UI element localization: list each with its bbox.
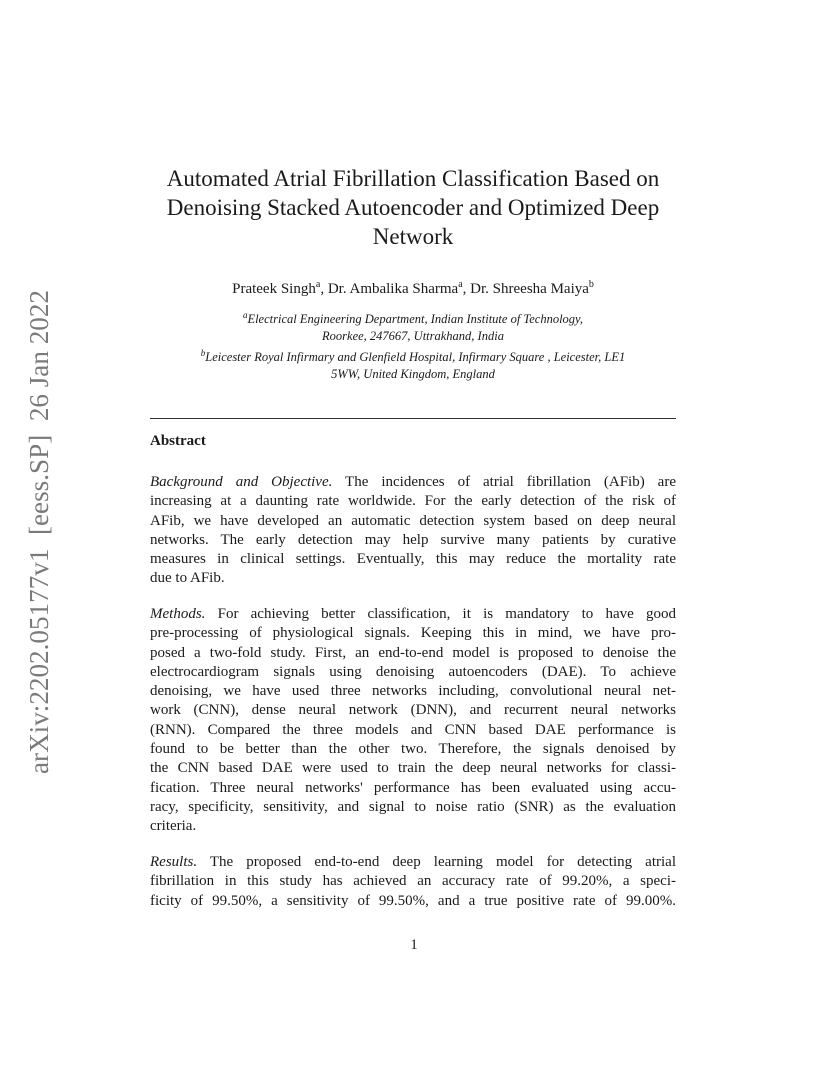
paragraph-line: (RNN). Compared the three models and CNN based DAE performance is <box>150 721 676 738</box>
paragraph-line: AFib, we have developed an automatic detection system based on deep neural <box>150 512 676 529</box>
author-affil-mark: b <box>588 279 594 290</box>
abstract-methods-paragraph <box>150 605 676 837</box>
affiliation-mark: a <box>242 310 248 320</box>
paragraph-line: posed a two-fold study. First, an end-to-end model is proposed to denoise the <box>150 644 676 661</box>
affiliation-a-line1: $^a$Electrical Engineering Department, Indian Institute of Technology, <box>242 310 584 327</box>
paragraph-line: work (CNN), dense neural network (DNN), and recurrent neural networks <box>150 702 676 719</box>
author-affil-mark: a <box>458 279 463 290</box>
paper-title <box>150 164 676 251</box>
paragraph-line: the CNN based DAE were used to train the deep neural networks for classi- <box>150 760 676 777</box>
paragraph-line: pre-processing of physiological signals. Keeping this in mind, we have pro- <box>150 625 676 642</box>
paragraph-line: denoising, we have used three networks including, convolutional neural net- <box>150 683 676 700</box>
paragraph-line: fibrillation in this study has achieved an accuracy rate of 99.20%, a speci- <box>150 873 676 890</box>
paragraph-line: ficity of 99.50%, a sensitivity of 99.50%, and a true positive rate of 99.00%. <box>150 892 676 909</box>
paragraph-line: racy, specificity, sensitivity, and signal to noise ratio (SNR) as the evaluation <box>150 798 676 815</box>
arxiv-side-stamp-text: arXiv:2202.05177v1 [eess.SP] 26 Jan 2022 <box>24 292 54 774</box>
abstract-results-paragraph <box>150 853 676 911</box>
abstract-background-paragraph <box>150 473 676 589</box>
author-name: Dr. Shreesha Maiya <box>470 281 589 297</box>
results-label: Results. <box>150 854 198 870</box>
arxiv-side-stamp-svg <box>18 290 58 774</box>
paragraph-line: Background and Objective. The incidences of atrial fibrillation (AFib) are <box>150 474 676 490</box>
paragraph-line: Results. The proposed end-to-end deep learning model for detecting atrial <box>150 854 676 870</box>
paragraph-line: found to be better than the other two. Therefore, the signals denoised by <box>150 741 676 758</box>
affiliation-b-line1: $^b$Leicester Royal Infirmary and Glenfield Hospital, Infirmary Square , Leicester, LE1 <box>200 348 626 365</box>
author-affil-mark: a <box>315 279 321 290</box>
affiliation-b-line2: 5WW, United Kingdom, England <box>331 367 495 382</box>
background-label: Background and Objective. <box>150 474 333 490</box>
page-number: 1 <box>410 937 418 953</box>
affiliation-mark: b <box>200 348 206 359</box>
arxiv-side-stamp <box>18 290 58 774</box>
title-line: Automated Atrial Fibrillation Classification Based on <box>166 166 660 191</box>
title-line: Denoising Stacked Autoencoder and Optimized Deep <box>166 195 660 220</box>
affiliations <box>150 307 676 383</box>
paragraph-line: due to AFib. <box>150 570 225 587</box>
author-name: Prateek Singh <box>232 281 316 297</box>
paragraph-line: criteria. <box>150 818 197 835</box>
header-divider <box>150 418 676 419</box>
author-name: Dr. Ambalika Sharma <box>327 281 459 297</box>
paragraph-line: fication. Three neural networks' performance has been evaluated using accu- <box>150 779 676 796</box>
paragraph-line: measures in clinical settings. Eventually, this may reduce the mortality rate <box>150 551 676 568</box>
affiliation-a-line2: Roorkee, 247667, Uttrakhand, India <box>322 329 504 344</box>
methods-label: Methods. <box>150 606 206 622</box>
paragraph-line: Methods. For achieving better classification, it is mandatory to have good <box>150 606 676 622</box>
title-line: Network <box>372 224 454 249</box>
abstract-heading: Abstract <box>150 433 206 449</box>
paragraph-line: electrocardiogram signals using denoising autoencoders (DAE). To achieve <box>150 663 676 680</box>
paragraph-line: networks. The early detection may help survive many patients by curative <box>150 531 676 548</box>
paragraph-line: increasing at a daunting rate worldwide. For the early detection of the risk of <box>150 493 676 510</box>
author-list: Prateek Singh$^a$, Dr. Ambalika Sharma$^a$, Dr. Shreesha Maiya$^b$ <box>232 279 594 297</box>
